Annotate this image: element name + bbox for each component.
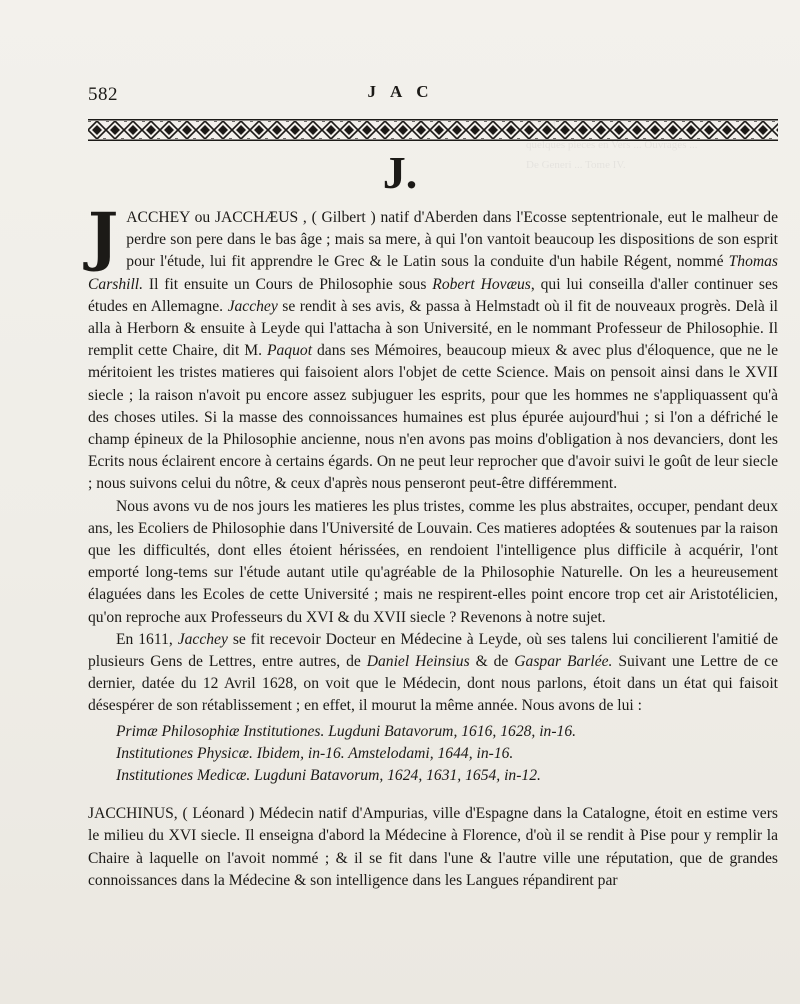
drop-cap: J (88, 199, 119, 274)
section-letter: J. (382, 147, 418, 198)
text-run: & de (469, 653, 515, 671)
entry-jacchinus-paragraph: JACCHINUS, ( Léonard ) Médecin natif d'Ampurias, ville d'Espagne dans la Catalogne, étoit en estime vers le milieu du XVI siecle. Il enseigna d'abord la Médecine à Florence, d'où il se rendit à Pise pour y remplir la Chaire à laquelle on l'avoit nommé ; & il se fit dans l'une & l'autre ville une réputation, que de grandes connoissances dans la Médecine & son intelligence dans les Langues répandirent par (88, 805, 778, 889)
bibliography-item: Institutiones Medicæ. Lugduni Batavorum, 1624, 1631, 1654, in-12. (116, 767, 541, 785)
person-name: Paquot (266, 342, 313, 360)
text-run: ACCHEY ou JACCHÆUS , ( Gilbert ) natif d'Aberden dans l'Ecosse septentrionale, eut le malheur de perdre son pere dans le bas âge ; mais sa mere, à qui l'on vantoit beaucoup les dispositions de son esprit pour l'étude, lui fit apprendre le Grec & le Latin sous la conduite d'un habile Régent, nommé (126, 209, 778, 271)
bibliography-item: Institutiones Physicæ. Ibidem, in-16. Amstelodami, 1644, in-16. (116, 744, 514, 762)
bleed-line: De Generi ... Tome IV. (526, 159, 626, 171)
page-number: 582 (88, 84, 118, 105)
running-title: JAC (367, 82, 443, 101)
person-name: Jacchey (177, 630, 228, 648)
entry-jacchey-paragraph-3 (88, 629, 778, 718)
ornamental-rule (88, 119, 778, 141)
entry-jacchey-paragraph-2: Nous avons vu de nos jours les matieres les plus tristes, comme les plus abstraites, occuper, pendant deux ans, les Ecoliers de Philosophie dans l'Université de Louvain. Ces matieres adoptées & soutenues par la raison que les difficultés, dont elles étoient hérissées, en rendoient l'intelligence plus difficile à acquérir, l'ont emporté long-tems sur l'étude autant utile qu'agréable de la Philosophie Naturelle. On les a heureusement élaguées dans les Ecoles de cette Université ; mais ne respirent-elles point encore trop cet air Aristotélicien, qu'on reproche aux Professeurs du XVI & du XVII siecle ? Revenons à notre sujet. (88, 497, 778, 626)
text-run: se rendit à ses avis, & passa à Helmstadt où il fit de nouveaux progrès. Delà il alla à Herborn & ensuite à Leyde qui l'attacha à son Université, en le nommant Professeur de Philosophie. Il remplit cette Chaire, dit M. (88, 297, 779, 360)
bleed-line: quelques pieces en Vers ... Ouvrages ... (526, 139, 698, 151)
entry-jacchey-paragraph-1 (88, 199, 779, 496)
text-run: , qui lui conseilla d'aller continuer ses études en Allemagne. (88, 275, 778, 315)
person-name: Jacchey (227, 297, 278, 315)
bibliography-item: Primæ Philosophiæ Institutiones. Lugduni Batavorum, 1616, 1628, in-16. (116, 722, 577, 740)
bibliography-list (116, 721, 778, 788)
text-run: se fit recevoir Docteur en Médecine à Leyde, où ses talens lui concilierent l'amitié de plusieurs Gens de Lettres, entre autres, de (88, 630, 778, 671)
person-name: Thomas Carshill. (88, 253, 778, 293)
person-name: Robert Hovæus (432, 275, 531, 293)
text-run: Suivant une Lettre de ce dernier, datée du 12 Avril 1628, on voit que le Médecin, dont nous parlons, étoit dans un état qui faisoit désespérer de son rétablissement ; en effet, il mourut la même année. Nous avons de lui : (88, 653, 778, 715)
person-name: Daniel Heinsius (366, 653, 470, 671)
text-run: dans ses Mémoires, beaucoup mieux & avec plus d'éloquence, que ne le méritoient les tristes matieres qui faisoient alors l'objet de cette Science. Mais on pensoit ainsi dans le XVII siecle ; la raison n'avoit pu encore assez subjuguer les esprits, pour que les hommes ne s'appliquassent qu'à des choses utiles. Si la masse des connoissances humaines est plus épurée aujourd'hui ; si l'on a défriché le champ épineux de la Philosophie ancienne, nous n'en avons pas moins d'obligation à nos devanciers, dont les Ecrits nous éclairent encore à certains égards. On ne peut leur reprocher que d'avoir suivi le goût de leur siecle ; nous suivons celui du nôtre, & ceux d'après nous penseront peut-être différemment. (88, 342, 778, 493)
text-run: Il fit ensuite un Cours de Philosophie sous (143, 275, 433, 293)
person-name: Gaspar Barlée. (514, 653, 613, 671)
text-run: En 1611, (116, 630, 178, 648)
entry-separator (88, 787, 778, 803)
article-body (88, 199, 779, 892)
